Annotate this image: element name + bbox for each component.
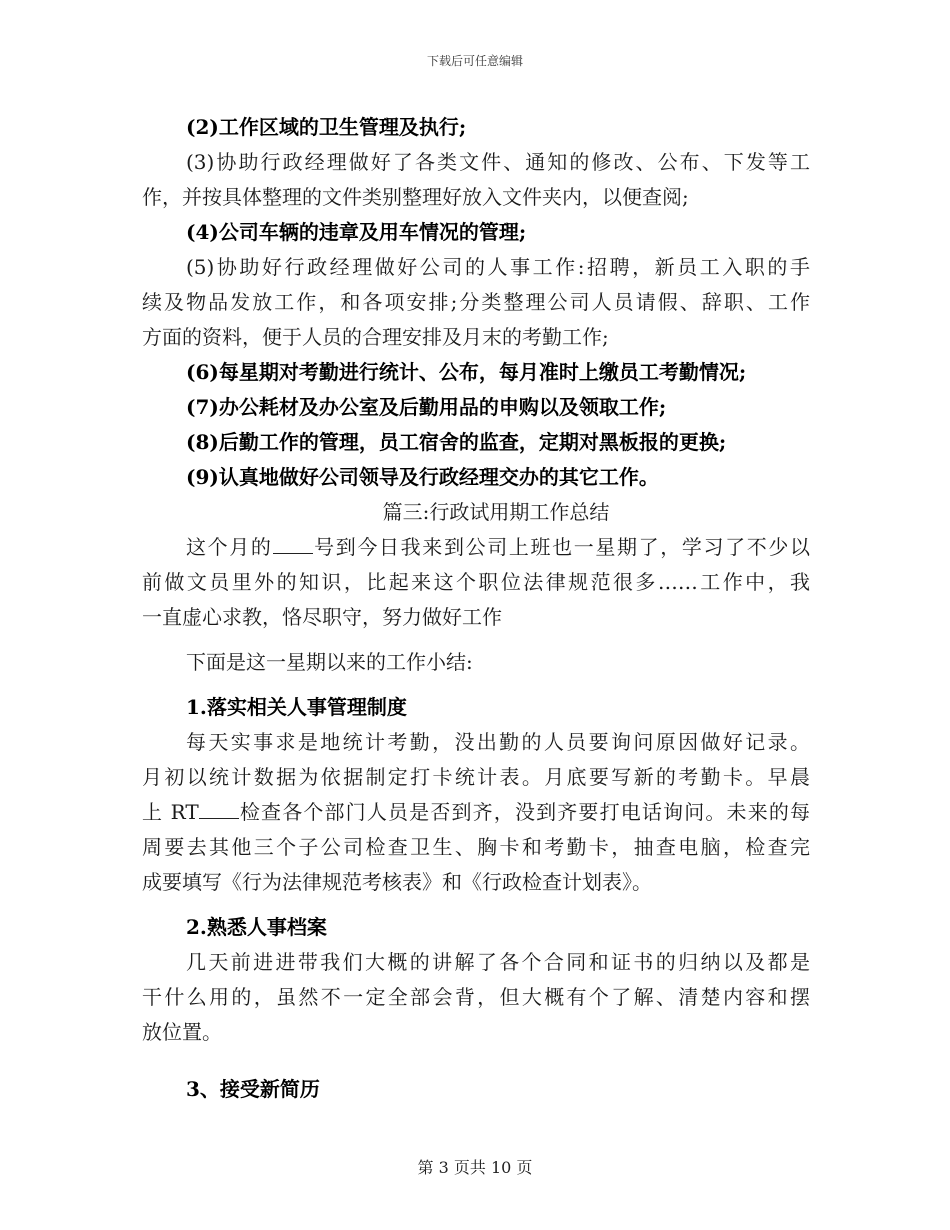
list-item-6: (6)每星期对考勤进行统计、公布，每月准时上缴员工考勤情况;	[186, 360, 747, 384]
intro-line-2: 前做文员里外的知识，比起来这个职位法律规范很多……工作中，我	[142, 570, 810, 594]
list-item-5-line-2: 续及物品发放工作，和各项安排;分类整理公司人员请假、辞职、工作	[142, 290, 810, 314]
subheading-1: 1.落实相关人事管理制度	[186, 695, 407, 719]
para-2-line-3: 放位置。	[142, 1020, 222, 1044]
para-1-line-3	[142, 795, 810, 830]
para-1-line-3-start: 上 RT	[142, 800, 199, 824]
list-item-9: (9)认真地做好公司领导及行政经理交办的其它工作。	[186, 465, 659, 489]
subheading-2: 2.熟悉人事档案	[186, 915, 327, 939]
page-header: 下载后可任意编辑	[426, 54, 523, 68]
para-1-line-4: 周要去其他三个子公司检查卫生、胸卡和考勤卡，抽查电脑，检查完	[142, 835, 810, 859]
para-1-line-5: 成要填写《行为法律规范考核表》和《行政检查计划表》。	[142, 870, 652, 894]
list-item-8: (8)后勤工作的管理，员工宿舍的监查，定期对黑板报的更换;	[186, 430, 727, 454]
section-title: 篇三:行政试用期工作总结	[382, 500, 610, 524]
intro-line-1	[142, 530, 810, 565]
para-1-line-3-rest: 检查各个部门人员是否到齐，没到齐要打电话询问。未来的每	[238, 800, 810, 824]
para-1-line-1: 每天实事求是地统计考勤，没出勤的人员要询问原因做好记录。	[186, 730, 810, 754]
summary-line: 下面是这一星期以来的工作小结:	[186, 650, 473, 674]
list-item-3-line-1: (3)协助行政经理做好了各类文件、通知的修改、公布、下发等工	[186, 150, 810, 174]
intro-line-1-start: 这个月的	[186, 535, 273, 559]
page-footer: 第 3 页共 10 页	[417, 1158, 533, 1177]
intro-line-1-rest: 号到今日我来到公司上班也一星期了，学习了不少以	[312, 535, 810, 559]
list-item-7: (7)办公耗材及办公室及后勤用品的申购以及领取工作;	[186, 395, 667, 419]
para-2-line-1: 几天前进进带我们大概的讲解了各个合同和证书的归纳以及都是	[186, 950, 810, 974]
list-item-5-line-3: 方面的资料，便于人员的合理安排及月末的考勤工作;	[142, 325, 609, 349]
list-item-3-line-2: 作，并按具体整理的文件类别整理好放入文件夹内，以便查阅;	[142, 185, 689, 209]
blank-field	[199, 800, 239, 819]
para-1-line-2: 月初以统计数据为依据制定打卡统计表。月底要写新的考勤卡。早晨	[142, 765, 810, 789]
subheading-3: 3、接受新简历	[186, 1077, 320, 1101]
blank-field	[273, 535, 313, 554]
list-item-2: (2)工作区域的卫生管理及执行;	[186, 115, 467, 139]
para-2-line-2: 干什么用的，虽然不一定全部会背，但大概有个了解、清楚内容和摆	[142, 985, 810, 1009]
intro-line-3: 一直虚心求教，恪尽职守，努力做好工作	[142, 605, 502, 629]
list-item-4: (4)公司车辆的违章及用车情况的管理;	[186, 220, 527, 244]
list-item-5-line-1: (5)协助好行政经理做好公司的人事工作:招聘，新员工入职的手	[186, 255, 810, 279]
document-body	[142, 110, 810, 1107]
